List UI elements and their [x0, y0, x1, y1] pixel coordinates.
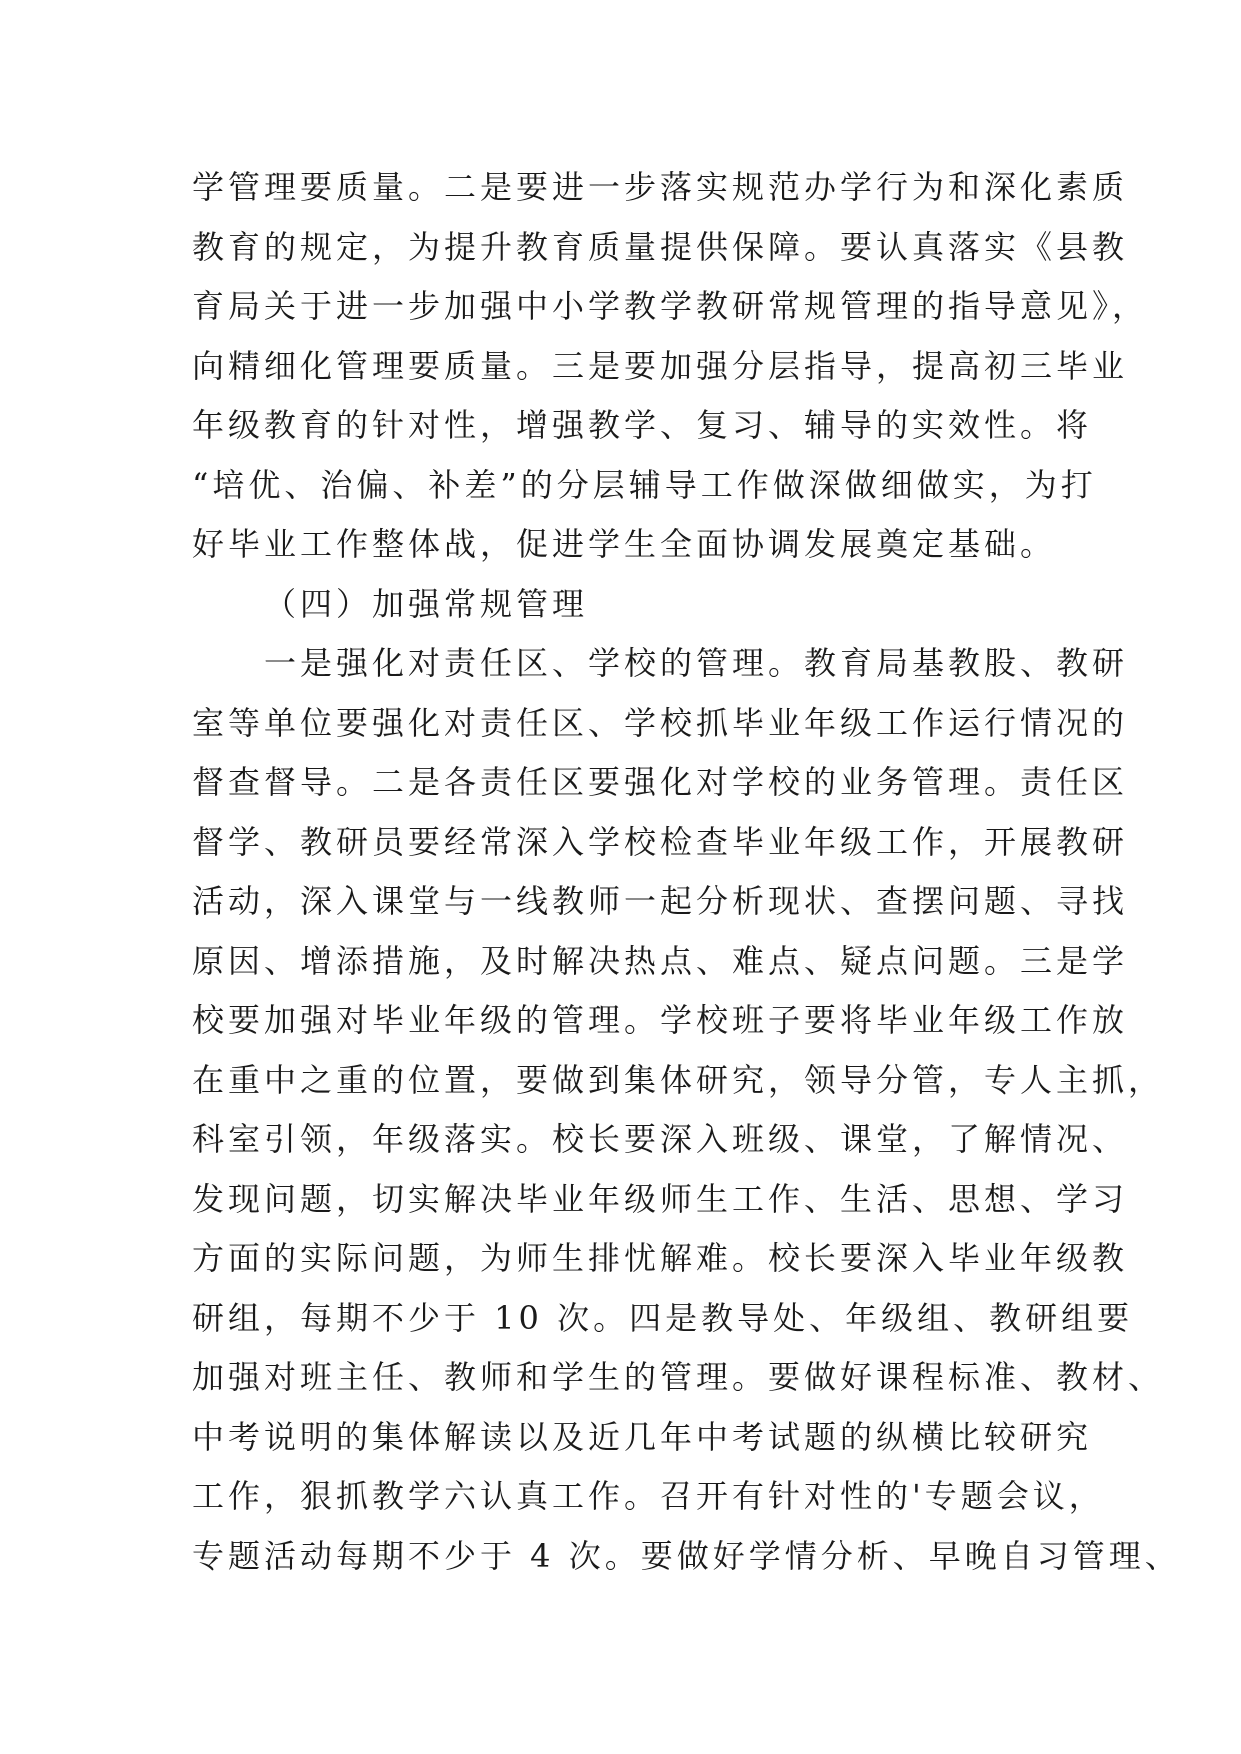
text-line: 育局关于进一步加强中小学教学教研常规管理的指导意见》，: [192, 287, 1149, 325]
text-line: 督查督导。二是各责任区要强化对学校的业务管理。责任区: [192, 763, 1129, 801]
text-line: 室等单位要强化对责任区、学校抓毕业年级工作运行情况的: [192, 703, 1129, 742]
text-line: 中考说明的集体解读以及近几年中考试题的纵横比较研究: [192, 1417, 1093, 1456]
text-line: 校要加强对毕业年级的管理。学校班子要将毕业年级工作放: [192, 1001, 1129, 1039]
text-line: 科室引领，年级落实。校长要深入班级、课堂，了解情况、: [192, 1120, 1129, 1158]
paragraph-first-line: 一是强化对责任区、学校的管理。教育局基教股、教研: [264, 644, 1129, 682]
text-line: 研组，每期不少于 10 次。四是教导处、年级组、教研组要: [192, 1298, 1134, 1337]
text-line: 在重中之重的位置，要做到集体研究，领导分管，专人主抓，: [192, 1060, 1165, 1099]
text-line: 活动，深入课堂与一线教师一起分析现状、查摆问题、寻找: [192, 882, 1129, 920]
document-body: [192, 158, 1181, 1586]
text-line: 原因、增添措施，及时解决热点、难点、疑点问题。三是学: [192, 941, 1129, 980]
text-line: 工作，狠抓教学六认真工作。召开有针对性的'专题会议，: [192, 1477, 1105, 1515]
text-line: 加强对班主任、教师和学生的管理。要做好课程标准、教材、: [192, 1358, 1165, 1396]
text-line: “培优、治偏、补差”的分层辅导工作做深做细做实，为打: [192, 465, 1097, 504]
text-line: 向精细化管理要质量。三是要加强分层指导，提高初三毕业: [192, 346, 1129, 385]
text-line: 方面的实际问题，为师生排忧解难。校长要深入毕业年级教: [192, 1239, 1129, 1277]
text-line: 专题活动每期不少于 4 次。要做好学情分析、早晚自习管理、: [192, 1536, 1181, 1575]
text-line: 督学、教研员要经常深入学校检查毕业年级工作，开展教研: [192, 822, 1129, 861]
section-heading: （四）加强常规管理: [264, 584, 589, 623]
text-line: 学管理要质量。二是要进一步落实规范办学行为和深化素质: [192, 168, 1129, 206]
text-line: 年级教育的针对性，增强教学、复习、辅导的实效性。将: [192, 406, 1093, 444]
text-line: 好毕业工作整体战，促进学生全面协调发展奠定基础。: [192, 525, 1057, 563]
text-line: 发现问题，切实解决毕业年级师生工作、生活、思想、学习: [192, 1179, 1129, 1218]
text-line: 教育的规定，为提升教育质量提供保障。要认真落实《县教: [192, 227, 1129, 266]
